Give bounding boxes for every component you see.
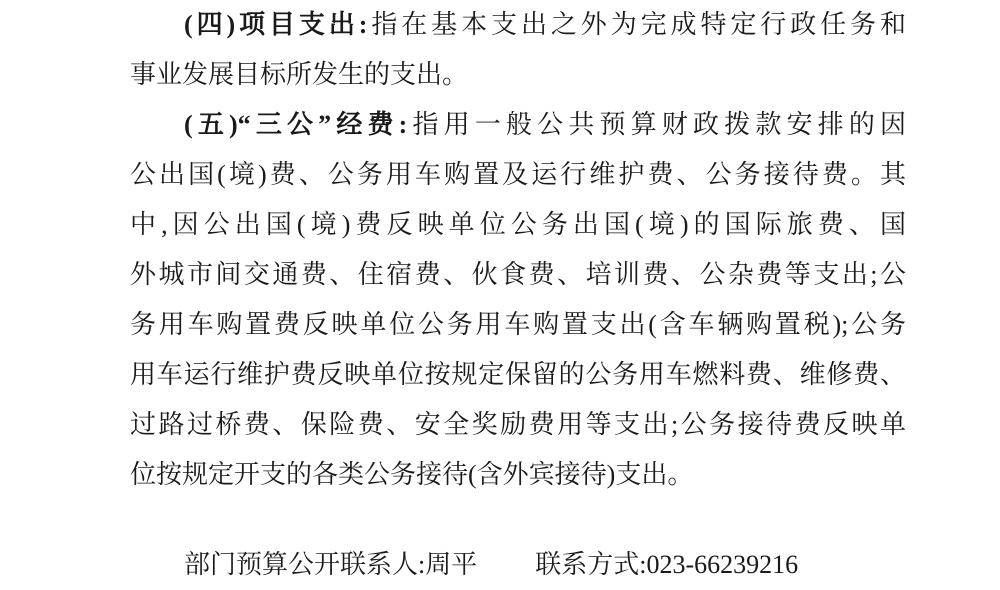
contact-phone-number: 023-66239216 bbox=[646, 550, 799, 579]
contact-person-name: 周平 bbox=[425, 550, 478, 579]
text-line bbox=[130, 350, 906, 400]
paragraph-text: 中,因公出国(境)费反映单位公务出国(境)的国际旅费、国 bbox=[130, 210, 906, 239]
paragraph-text: 用车运行维护费反映单位按规定保留的公务用车燃料费、维修费、 bbox=[130, 360, 906, 389]
text-line bbox=[130, 450, 906, 500]
paragraph-text: 位按规定开支的各类公务接待(含外宾接待)支出。 bbox=[130, 460, 694, 489]
document-body bbox=[130, 0, 906, 500]
paragraph-text: 过路过桥费、保险费、安全奖励费用等支出;公务接待费反映单 bbox=[130, 410, 906, 439]
paragraph-text: 公出国(境)费、公务用车购置及运行维护费、公务接待费。其 bbox=[130, 160, 906, 189]
text-line bbox=[130, 200, 906, 250]
contact-phone-label: 联系方式: bbox=[535, 550, 647, 579]
contact-line bbox=[130, 540, 906, 590]
paragraph-text: 事业发展目标所发生的支出。 bbox=[130, 60, 469, 89]
paragraph-text: 指用一般公共预算财政拨款安排的因 bbox=[407, 110, 906, 139]
paragraph-lead-in: (五)“三公”经费: bbox=[184, 110, 408, 139]
contact-person-label: 部门预算公开联系人: bbox=[184, 550, 426, 579]
text-line bbox=[130, 50, 906, 100]
text-line bbox=[130, 0, 906, 50]
text-line bbox=[130, 400, 906, 450]
document-page bbox=[130, 0, 906, 590]
text-line bbox=[130, 250, 906, 300]
text-line bbox=[130, 300, 906, 350]
text-line bbox=[130, 150, 906, 200]
paragraph-lead-in: (四)项目支出: bbox=[184, 10, 368, 39]
paragraph-text: 外城市间交通费、住宿费、伙食费、培训费、公杂费等支出;公 bbox=[130, 260, 906, 289]
paragraph-text: 指在基本支出之外为完成特定行政任务和 bbox=[367, 10, 906, 39]
paragraph-text: 务用车购置费反映单位公务用车购置支出(含车辆购置税);公务 bbox=[130, 310, 906, 339]
text-line bbox=[130, 100, 906, 150]
